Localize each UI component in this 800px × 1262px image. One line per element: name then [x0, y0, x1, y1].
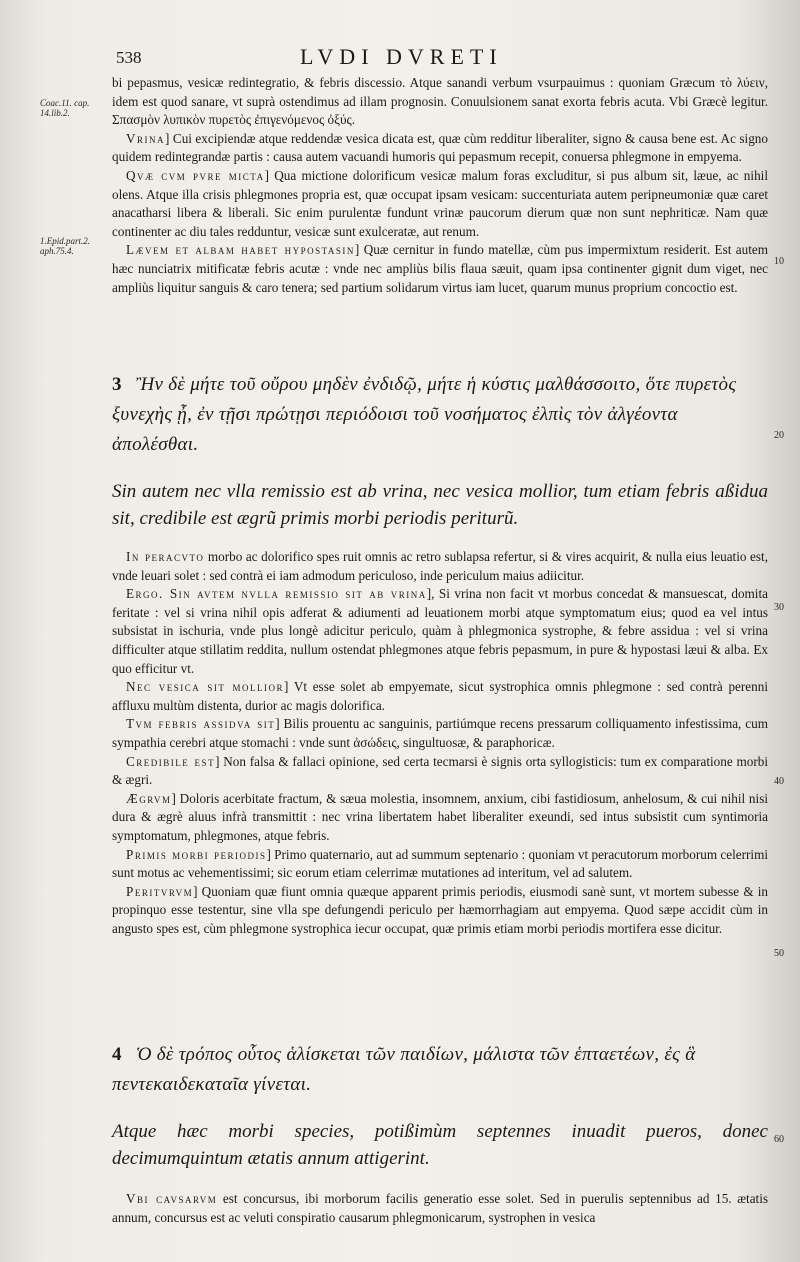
line-number: 30	[774, 602, 784, 613]
commentary-block	[112, 74, 768, 297]
commentary-paragraph: In peracvto morbo ac dolorifico spes ruit omnis ac retro sublapsa refertur, si & vires acquirit, & nulla eius leuatio est, vnde leuari solet : sed contrà ei iam admodum periculoso, inde periculum maius adiicitur.	[112, 549, 768, 583]
margin-note: 1.Epid.part.2. aph.75.4.	[40, 236, 91, 256]
latin-translation: Sin autem nec vlla remissio est ab vrina, nec vesica mollior, tum etiam febris aßidua sit, credibile est ægrũ primis morbi periodis periturũ.	[112, 481, 768, 529]
lemma: Primis morbi periodis	[126, 846, 267, 862]
lemma: Peritvrvm	[126, 883, 194, 899]
latin-translation: Atque hæc morbi species, potißimùm septennes inuadit pueros, donec decimumquintum ætatis annum attigerint.	[112, 1121, 768, 1169]
commentary-paragraph: Tvm febris assidva sit] Bilis prouentu ac sanguinis, partiúmque recens pressarum colliquamento infestissima, cum sympathia cerebri atque stomachi : vnde sunt ἀσώδεις, singultuosæ, & paraphoricæ.	[112, 716, 768, 750]
commentary-paragraph: Vrina] Cui excipiendæ atque reddendæ vesica dicata est, quæ cùm redditur liberaliter, signo & causa bene est. Ac signo quidem redintegrandæ partis : causa autem vacuandi humoris qui pepasmum recepit, conuersa phlegmone in empyema.	[112, 130, 768, 165]
commentary-paragraph: Credibile est] Non falsa & fallaci opinione, sed certa tecmarsi è signis orta syllogisticis: tum ex comparatione morbi & ægri.	[112, 753, 768, 788]
commentary-paragraph: Qvæ cvm pvre micta] Qua mictione dolorificum vesicæ malum foras excluditur, si pus album sit, læue, ac nihil olens. Atque illa crisis phlegmones propria est, quæ occupat ipsam vesicam: succenturiata autem peripneumoniæ quæ caret anacatharsi libera & liberali. Sic enim purulentæ fundunt vrinæ paucorum dierum quæ non sunt nephriticæ. Nam quæ continenter ac diu tales redduntur, vesicæ sunt exulceratæ, aut renum.	[112, 167, 768, 239]
line-number: 40	[774, 776, 784, 787]
commentary-block	[112, 1190, 768, 1227]
line-number: 50	[774, 948, 784, 959]
lemma: Vrina	[126, 130, 166, 146]
commentary-paragraph: Ægrvm] Doloris acerbitate fractum, & sæua molestia, insomnem, anxium, cibi fastidiosum, anhelosum, & cui nihil nisi dura & ægrè aluus infrà transmittit : nec vrina libertatem habet liberaliter exeundi, sed intus subsistit cum syntimoria symptomatum, phlegmones, atque febris.	[112, 790, 768, 843]
page-number: 538	[116, 48, 142, 67]
lemma: Lævem et albam habet hypostasin	[126, 242, 355, 258]
commentary-paragraph: Primis morbi periodis] Primo quaternario, aut ad summum septenario : quoniam vt peracutorum morborum celerrimi sunt motus ac vehementissimi; sic eorum etiam celerrimæ mutationes ad interitum, vel ad salutem.	[112, 846, 769, 881]
commentary-block	[112, 548, 768, 938]
aphorism-number: 3	[112, 374, 122, 395]
commentary-paragraph: bi pepasmus, vesicæ redintegratio, & febris discessio. Atque sanandi verbum vsurpauimus : quoniam Græcum τὸ λύειν, idem est quod sanare, vt suprà ostendimus ad illam prognosin. Conuulsionem sanat exorta febris acuta. Vbi Græcè legitur. Σπασμὸν λυπικὸν πυρετὸς ἐπιγενόμενος ὀξύς.	[112, 75, 768, 128]
lemma: Nec vesica sit mollior	[126, 679, 285, 695]
line-number: 10	[774, 256, 784, 267]
greek-aphorism: 3 Ἢν δὲ μήτε τοῦ οὔρου μηδὲν ἐνδιδῷ, μήτε ἡ κύστις μαλθάσσοιτο, ὅτε πυρετὸς ξυνεχὴς ᾖ, ἐν τῇσι πρώτῃσι περιόδοισι τοῦ νοσήματος ἐλπὶς τὸν ἀλγέοντα ἀπολέσθαι.	[112, 374, 737, 455]
line-number: 60	[774, 1134, 784, 1145]
lemma: Qvæ cvm pvre micta	[126, 167, 265, 183]
aphorism-number: 4	[112, 1044, 122, 1065]
margin-note: Coac.11. cap. 14.lib.2.	[40, 98, 90, 118]
commentary-paragraph: Ergo. Sin avtem nvlla remissio sit ab vrina], Si vrina non facit vt morbus concedat & mansuescat, domita feritate : vel si vrina nihil opis adferat & adiumenti ad leuationem morbi atque symptomatum eius; quod ea vel intus subsistat in ischuria, vnde plus longè adicitur periculo, quàm à phlegmonica systrophe, & febre assidua : vel si vrina difficulter atque stillatim reddita, nullum ostendat phlegmones atque febris pepasmum, in pure & hypostasi læui & alba. Ex quo efficitur vt.	[112, 586, 768, 676]
commentary-paragraph: Vbi cavsarvm est concursus, ibi morborum facilis generatio esse solet. Sed in puerulis septennibus ad 15. ætatis annum, concursus est ac veluti conspiratio causarum phlegmonicarum, systrophen in vesica	[112, 1191, 769, 1225]
running-title: LVDI DVRETI	[300, 44, 503, 69]
greek-aphorism: 4 Ὁ δὲ τρόπος οὗτος ἁλίσκεται τῶν παιδίων, μάλιστα τῶν ἑπταετέων, ἐς ἃ πεντεκαιδεκαταῖα γίνεται.	[112, 1044, 696, 1095]
commentary-paragraph: Peritvrvm] Quoniam quæ fiunt omnia quæque apparent primis periodis, eiusmodi sanè sunt, vt mortem subesse & in propinquo esse testentur, sine vlla spe defungendi periculo per hæmorrhagiam aut empyema. Quod sæpe accidit cùm in angusto spes est, cùm phlegmone systrophica iecur occupat, quæ primis etiam morbi periodis mortifera esse dicitur.	[112, 883, 768, 936]
lemma: In peracvto	[126, 549, 205, 564]
lemma: Ægrvm	[126, 790, 172, 806]
commentary-paragraph: Nec vesica sit mollior] Vt esse solet ab empyemate, sicut systrophica omnis phlegmone : sed contrà perenni affluxu multùm distenta, durior ac magis dolorifica.	[112, 679, 768, 713]
lemma: Ergo. Sin avtem nvlla remissio sit ab vrina	[126, 586, 427, 602]
lemma: Vbi cavsarvm	[126, 1191, 218, 1206]
lemma: Tvm febris assidva sit	[126, 716, 276, 732]
lemma: Credibile est	[126, 753, 216, 769]
line-number: 20	[774, 430, 784, 441]
commentary-paragraph: Lævem et albam habet hypostasin] Quæ cernitur in fundo matellæ, cùm pus impermixtum residerit. Est autem hæc nunciatrix mitificatæ febris acutæ : vnde nec ampliùs bilis flaua sæuit, quam ipsa continenter gignit dum viget, nec ampliùs liquitur sanguis & caro tenera; sed partium solidarum virtus iam lucet, quarum munus proprium concoctio est.	[112, 242, 768, 295]
